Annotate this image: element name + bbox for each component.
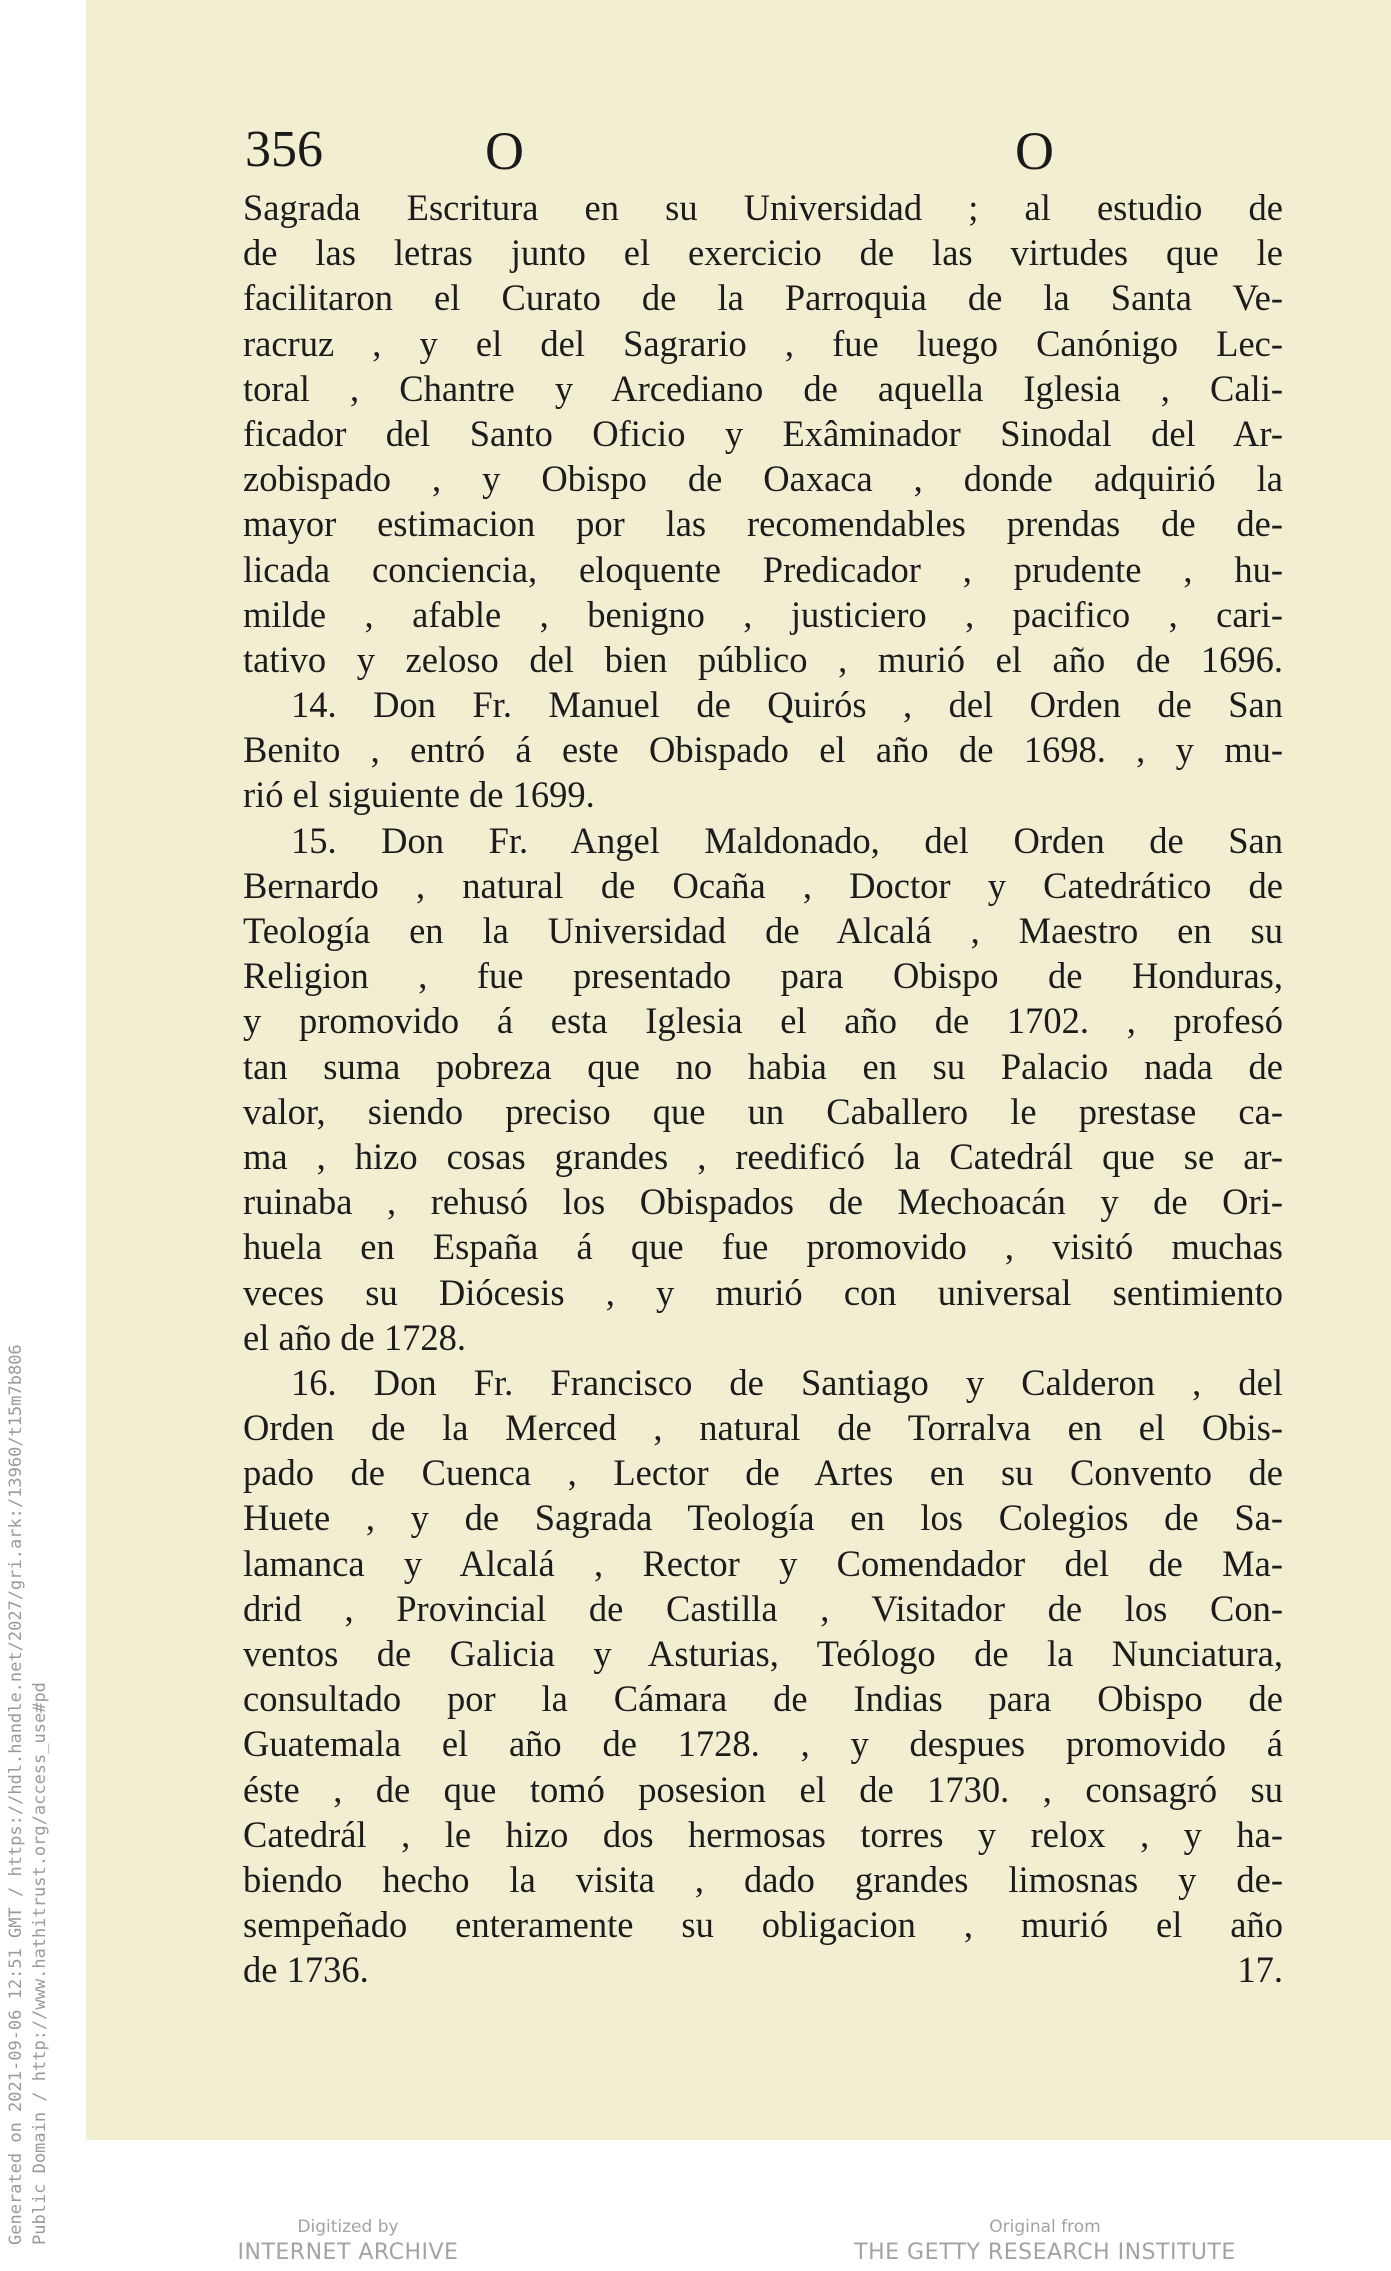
text-line: el año de 1728. (243, 1316, 466, 1358)
final-line-text: de 1736. (243, 1949, 369, 1991)
paragraph-16-start: 16. Don Fr. Francisco de Santiago y Calderon , del (291, 1361, 1283, 1403)
text-line: mayor estimacion por las recomendables prendas de de- (243, 503, 1283, 545)
text-line: sempeñado enteramente su obligacion , murió el año (243, 1904, 1283, 1946)
internet-archive-label: INTERNET ARCHIVE (237, 2240, 459, 2265)
text-line: racruz , y el del Sagrario , fue luego Canónigo Lec- (243, 322, 1283, 364)
text-line: y promovido á esta Iglesia el año de 1702. , profesó (243, 1000, 1283, 1042)
text-line: valor, siendo preciso que un Caballero le prestase ca- (243, 1090, 1283, 1132)
stamp-line-generated: Generated on 2021-09-06 12:51 GMT / https://hdl.handle.net/2027/gri.ark:/13960/t15m7b806 (6, 1344, 26, 2245)
paragraph-15-start: 15. Don Fr. Angel Maldonado, del Orden de San (291, 819, 1283, 861)
stamp-line-public-domain: Public Domain / http://www.hathitrust.org/access_use#pd (30, 1682, 50, 2245)
text-line: huela en España á que fue promovido , visitó muchas (243, 1226, 1283, 1268)
text-line: licada conciencia, eloquente Predicador , prudente , hu- (243, 548, 1283, 590)
original-from-credit (845, 2216, 1245, 2268)
text-line: facilitaron el Curato de la Parroquia de la Santa Ve- (243, 277, 1283, 319)
text-line: Guatemala el año de 1728. , y despues promovido á (243, 1723, 1283, 1765)
text-line: ruinaba , rehusó los Obispados de Mechoacán y de Ori- (243, 1181, 1283, 1223)
catchword: 17. (1237, 1949, 1283, 1991)
text-line: Orden de la Merced , natural de Torralva en el Obis- (243, 1407, 1283, 1449)
header-letter-left: O (485, 121, 524, 181)
page-number: 356 (245, 121, 323, 178)
text-line: Sagrada Escritura en su Universidad ; al estudio de (243, 187, 1283, 228)
page-body-text (243, 185, 1283, 1993)
paragraph-14-start: 14. Don Fr. Manuel de Quirós , del Orden de San (291, 684, 1283, 726)
text-line: toral , Chantre y Arcediano de aquella Iglesia , Cali- (243, 367, 1283, 409)
text-line: milde , afable , benigno , justiciero , pacifico , cari- (243, 593, 1283, 635)
digitized-by-credit (228, 2216, 468, 2268)
text-line: ma , hizo cosas grandes , reedificó la Catedrál que se ar- (243, 1135, 1283, 1177)
text-line: Huete , y de Sagrada Teología en los Colegios de Sa- (243, 1497, 1283, 1539)
text-line: éste , de que tomó posesion el de 1730. , consagró su (243, 1768, 1283, 1810)
text-line: ventos de Galicia y Asturias, Teólogo de la Nunciatura, (243, 1633, 1283, 1674)
text-line: lamanca y Alcalá , Rector y Comendador del de Ma- (243, 1542, 1283, 1584)
text-line: veces su Diócesis , y murió con universal sentimiento (243, 1271, 1283, 1313)
page-header (245, 120, 1285, 190)
text-line: Teología en la Universidad de Alcalá , Maestro en su (243, 910, 1283, 951)
text-line: Benito , entró á este Obispado el año de 1698. , y mu- (243, 729, 1283, 771)
text-line: biendo hecho la visita , dado grandes limosnas y de- (243, 1858, 1283, 1900)
text-line: de las letras junto el exercicio de las virtudes que le (243, 232, 1283, 274)
digitized-by-label: Digitized by (297, 2217, 399, 2237)
final-line (243, 1947, 1283, 1992)
text-line: Bernardo , natural de Ocaña , Doctor y Catedrático de (243, 864, 1283, 906)
text-line: tan suma pobreza que no habia en su Palacio nada de (243, 1045, 1283, 1087)
text-line: zobispado , y Obispo de Oaxaca , donde adquirió la (243, 458, 1283, 500)
getty-institute-label: THE GETTY RESEARCH INSTITUTE (854, 2240, 1236, 2265)
text-line: Religion , fue presentado para Obispo de Honduras, (243, 955, 1283, 997)
text-line: drid , Provincial de Castilla , Visitador de los Con- (243, 1587, 1283, 1629)
generation-stamp (4, 1145, 52, 2245)
original-from-label: Original from (989, 2217, 1101, 2237)
text-line: pado de Cuenca , Lector de Artes en su Convento de (243, 1452, 1283, 1494)
text-line: ficador del Santo Oficio y Exâminador Sinodal del Ar- (243, 412, 1283, 454)
text-line: consultado por la Cámara de Indias para Obispo de (243, 1678, 1283, 1720)
text-line: tativo y zeloso del bien público , murió el año de 1696. (243, 638, 1283, 680)
header-letter-right: O (1015, 121, 1054, 181)
text-line: rió el siguiente de 1699. (243, 774, 595, 816)
text-line: Catedrál , le hizo dos hermosas torres y relox , y ha- (243, 1813, 1283, 1855)
